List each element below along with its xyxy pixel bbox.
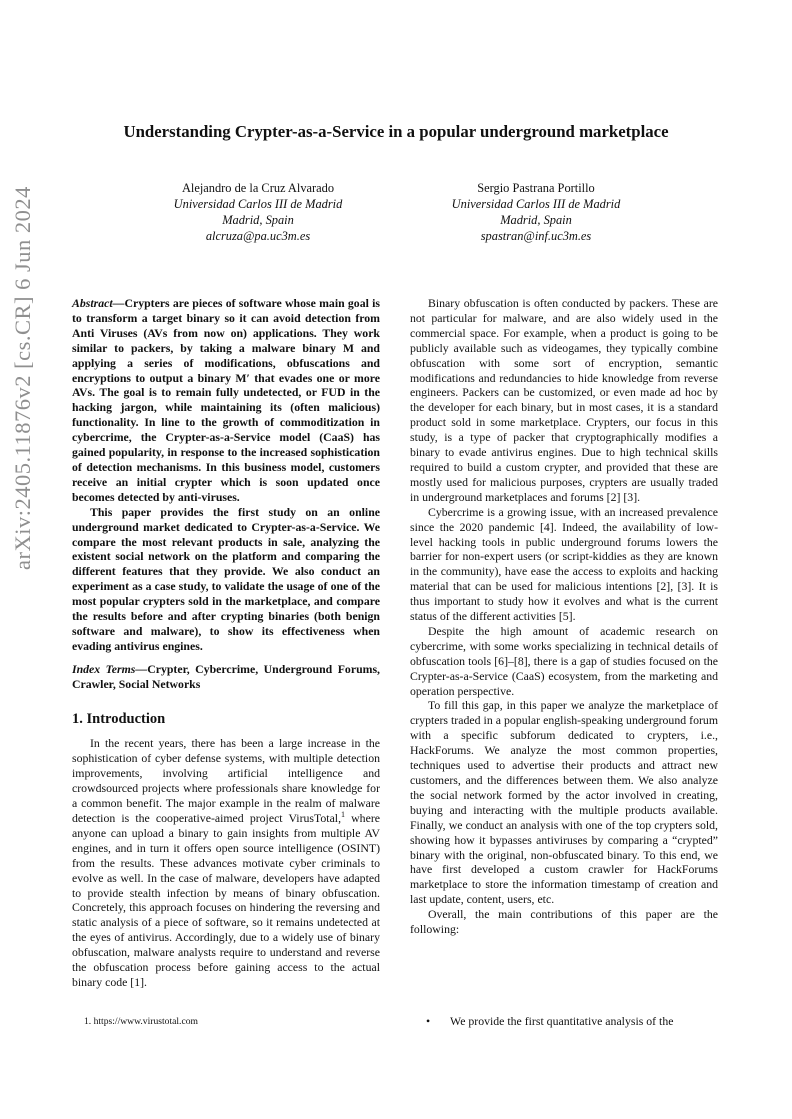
intro-text-a: In the recent years, there has been a large increase in the sophistication of cyber defense systems, with multiple detection improvements, involving artificial intelligence and crowdsourced projects where professionals share knowledge for a common benefit. The major example in the realm of malware detection is the cooperative-aimed project VirusTotal, bbox=[72, 736, 380, 825]
abstract-paragraph-2: This paper provides the first study on an online underground market dedicated to Crypter-as-a-Service. We compare the most relevant products in sale, analyzing the existent social network on the platform and comparing the different features that they provide. We also conduct an experiment as a case study, to validate the usage of one of the most popular crypters sold in the marketplace, and compare the results before and after crypting binaries (both benign software and malware), to show its effectiveness when evading antivirus engines. bbox=[72, 504, 380, 653]
author-block-1 bbox=[133, 180, 383, 244]
author-name: Alejandro de la Cruz Alvarado bbox=[181, 181, 335, 195]
arxiv-identifier-stamp: arXiv:2405.11876v2 [cs.CR] 6 Jun 2024 bbox=[10, 186, 35, 570]
author-email: alcruza@pa.uc3m.es bbox=[205, 229, 311, 243]
index-terms bbox=[72, 662, 380, 692]
contribution-bullet-1 bbox=[426, 1014, 722, 1029]
author-email: spastran@inf.uc3m.es bbox=[480, 229, 592, 243]
abstract bbox=[72, 296, 380, 654]
index-terms-label: Index Terms— bbox=[72, 661, 148, 676]
bullet-text: We provide the first quantitative analysis of the bbox=[450, 1014, 674, 1028]
author-affiliation: Universidad Carlos III de Madrid bbox=[173, 197, 343, 211]
abstract-text-1: Crypters are pieces of software whose main goal is to transform a target binary so it can avoid detection from Anti Viruses (AVs from now on) applications. They work similar to packers, by taking a malware binary M and applying a series of modifications, obfuscations and encryptions to output a binary M′ that evades one or more AVs. The goal is to remain fully undetected, or FUD in the hacking jargon, while maintaining its (often malicious) functionality. In line to the growth of commoditization in cybercrime, the Crypter-as-a-Service model (CaaS) has gained popularity, in response to the increased sophistication of detection mechanisms. In this business model, customers receive an initial crypter which is soon updated once becomes detected by anti-viruses. bbox=[72, 296, 380, 504]
bullet-dot-icon: • bbox=[426, 1014, 431, 1028]
intro-paragraph-1 bbox=[72, 736, 380, 989]
body-paragraph-2: Cybercrime is a growing issue, with an increased prevalence since the 2020 pandemic [4]. Indeed, the availability of low-level hacking tools in public underground forums lowers the barrier for non-expert users (or script-kiddies as they are known in the community), have ease the access to exploits and hacking material that can be used for malicious intentions [2], [3]. It is thus important to study how it evolves and what is the current status of the different activities [5]. bbox=[410, 504, 718, 624]
body-paragraph-4: To fill this gap, in this paper we analyze the marketplace of crypters traded in a popular english-speaking underground forum with a specific subforum dedicated to crypters, i.e., HackForums. We analyze the most common properties, techniques used to advertise their products and attract new customers, and the differences between them. We also analyze the social network formed by the actor involved in creating, buying and interacting with the multiple products available. Finally, we conduct an analysis with one of the top crypters sold, showing how it bypasses antiviruses by comparing a “crypted” binary with the original, non-obfuscated binary. To this end, we have first developed a custom crawler for HackForums marketplace to store the information timestamp of creation and last update, content, users, etc. bbox=[410, 698, 718, 907]
abstract-paragraph-1 bbox=[72, 296, 380, 505]
body-paragraph-1: Binary obfuscation is often conducted by packers. These are not particular for malware, and are also widely used in the commercial space. For example, when a product is going to be publicly available such as videogames, they typically combine obfuscation with some sort of encryption, semantic modifications and redundancies to hide knowledge from reverse engineers. Packers can be customized, or even made ad hoc by the developer for each binary, but in most cases, it is a standard product sold in some marketplace. Crypters, our focus in this study, is a type of packer that cryptographically modifies a binary to evade antivirus engines. Due to high technical skills required to build a custom crypter, and provided that these are mostly used for malicious purposes, crypters are usually traded in underground marketplaces and forums [2] [3]. bbox=[410, 296, 718, 504]
index-terms-text: Crypter, Cybercrime, Underground Forums, Crawler, Social Networks bbox=[72, 661, 380, 691]
footnote-marker: 1 bbox=[341, 810, 346, 820]
body-paragraph-5: Overall, the main contributions of this paper are the following: bbox=[410, 907, 718, 937]
left-column bbox=[72, 296, 380, 990]
author-location: Madrid, Spain bbox=[222, 213, 294, 227]
author-affiliation: Universidad Carlos III de Madrid bbox=[451, 197, 621, 211]
author-block-2 bbox=[411, 180, 661, 244]
intro-text-b: where anyone can upload a binary to gain insights from multiple AV engines, and in turn it offers open source intelligence (OSINT) from the results. These advances motivate cyber criminals to evolve as well. In the case of malware, developers have adapted to provide stealth infection by means of binary obfuscation. Concretely, this approach focuses on hindering the reversing and static analysis of a piece of software, so it remains undetected at the eyes of antivirus. Accordingly, due to a widely use of binary obfuscation, malware analysts require to understand and reverse the obfuscation process before gaining access to the actual binary code [1]. bbox=[72, 811, 380, 989]
body-paragraph-3: Despite the high amount of academic research on cybercrime, with some works specializing in technical details of obfuscation tools [6]–[8], there is a gap of studies focused on the Crypter-as-a-Service (CaaS) ecosystem, from the marketing and operation perspective. bbox=[410, 623, 718, 698]
author-name: Sergio Pastrana Portillo bbox=[477, 181, 595, 195]
right-column bbox=[410, 296, 718, 937]
footnote-virustotal: 1. https://www.virustotal.com bbox=[84, 1016, 198, 1027]
author-location: Madrid, Spain bbox=[500, 213, 572, 227]
abstract-label: Abstract— bbox=[72, 296, 125, 310]
section-heading-introduction: 1. Introduction bbox=[72, 710, 166, 727]
paper-title: Understanding Crypter-as-a-Service in a popular underground marketplace bbox=[123, 122, 669, 141]
